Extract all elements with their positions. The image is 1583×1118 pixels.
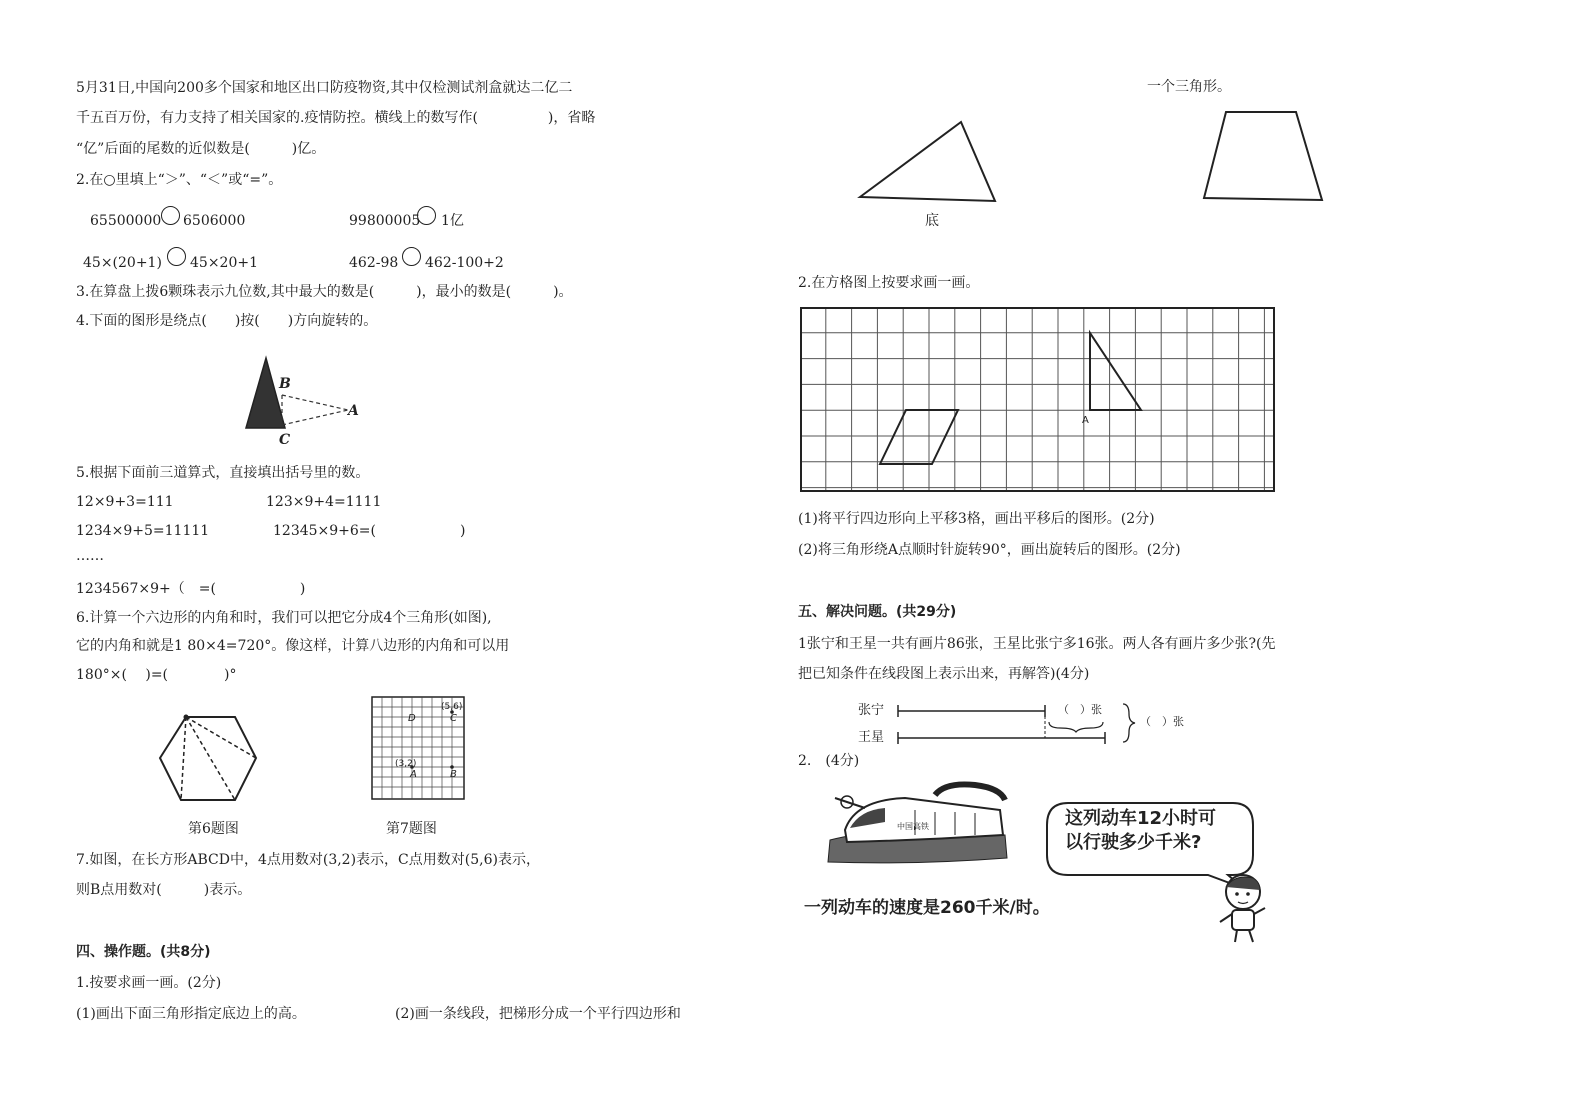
compare-circle[interactable]	[417, 206, 436, 225]
section-5-title: 五、解决问题。(共29分)	[798, 604, 957, 620]
compare-circle[interactable]	[402, 247, 421, 266]
op2-item-1: (1)将平行四边形向上平移3格，画出平移后的图形。(2分)	[798, 511, 1155, 527]
fig6-caption: 第6题图	[188, 821, 239, 837]
q7-line-2: 则B点用数对( )表示。	[76, 882, 252, 898]
s4-q1b: (2)画一条线段，把梯形分成一个平行四边形和	[395, 1006, 681, 1022]
point-label-b: B	[279, 376, 291, 392]
q6-line-3: 180°×( )=( )°	[76, 667, 237, 683]
segment-diagram	[895, 698, 1145, 748]
q1-line-3: “亿”后面的尾数的近似数是( )亿。	[76, 141, 326, 157]
s5-q1-line-2: 把已知条件在线段图上表示出来，再解答)(4分)	[798, 666, 1090, 682]
q2-c-left: 45×(20+1)	[83, 255, 162, 271]
q2-d-left: 462-98	[349, 255, 399, 271]
fig7-caption: 第7题图	[386, 821, 437, 837]
fig7-label-b: B	[450, 769, 457, 780]
segment-name-2: 王星	[858, 730, 885, 745]
q2-a-left: 65500000	[90, 213, 162, 229]
hexagon-figure	[155, 712, 260, 804]
fig7-label-a: A	[410, 769, 417, 780]
fig7-label-c: C	[450, 713, 457, 724]
train-sign: 中国高铁	[897, 822, 929, 831]
section-4-title: 四、操作题。(共8分)	[76, 944, 211, 960]
q6-line-1: 6.计算一个六边形的内角和时，我们可以把它分成4个三角形(如图),	[76, 610, 492, 626]
q1-line-2: 千五百万份，有力支持了相关国家的.疫情防控。横线上的数写作( )，省略	[76, 110, 596, 126]
trapezoid-figure	[1200, 108, 1325, 203]
q1-line-1: 5月31日,中国向200多个国家和地区出口防疫物资,其中仅检测试剂盒就达二亿二	[76, 80, 573, 96]
q2-title: 2.在○里填上“＞”、“＜”或“=”。	[76, 172, 283, 188]
grid-triangle	[1090, 333, 1141, 410]
q7-line-1: 7.如图，在长方形ABCD中，4点用数对(3,2)表示，C点用数对(5,6)表示，	[76, 852, 540, 868]
q5-row1-b: 123×9+4=1111	[266, 494, 382, 510]
base-label: 底	[925, 213, 939, 229]
q5-row1-a: 12×9+3=111	[76, 494, 174, 510]
q2-d-right: 462-100+2	[425, 255, 504, 271]
q2-b-right: 1亿	[441, 213, 464, 229]
q2-c-right: 45×20+1	[190, 255, 258, 271]
triangle-figure	[855, 118, 1000, 203]
q5-row3: 1234567×9+（ =( )	[76, 581, 306, 597]
segment-name-1: 张宁	[858, 703, 885, 718]
s5-q2: 2. (4分)	[798, 753, 860, 769]
child-figure	[1215, 872, 1275, 947]
q5-ellipsis: ……	[76, 548, 104, 564]
q5-title: 5.根据下面前三道算式，直接填出括号里的数。	[76, 465, 370, 481]
s5-q1-line-1: 1张宁和王星一共有画片86张，王星比张宁多16张。两人各有画片多少张?(先	[798, 636, 1276, 652]
fig7-label-d: D	[408, 713, 416, 724]
q6-line-2: 它的内角和就是1 80×4=720°。像这样，计算八边形的内角和可以用	[76, 638, 510, 654]
bubble-line-1: 这列动车12小时可	[1065, 808, 1217, 829]
fig7-label-56: (5,6)	[441, 702, 463, 712]
q5-row2-a: 1234×9+5=11111	[76, 523, 210, 539]
op2-title: 2.在方格图上按要求画一画。	[798, 275, 980, 291]
q2-a-right: 6506000	[183, 213, 246, 229]
op2-item-2: (2)将三角形绕A点顺时针旋转90°，画出旋转后的图形。(2分)	[798, 542, 1181, 558]
compare-circle[interactable]	[161, 206, 180, 225]
segment-paren-2: （ ）张	[1140, 715, 1184, 728]
grid-point-a-label: A	[1082, 415, 1089, 426]
train-speed-text: 一列动车的速度是260千米/时。	[804, 898, 1050, 918]
parallelogram	[880, 410, 958, 464]
q3-text: 3.在算盘上拨6颗珠表示九位数,其中最大的数是( )，最小的数是( )。	[76, 284, 573, 300]
q5-row2-b: 12345×9+6=( )	[273, 523, 466, 539]
segment-paren-1: （ ）张	[1058, 703, 1102, 716]
s4-q1: 1.按要求画一画。(2分)	[76, 975, 222, 991]
point-label-c: C	[279, 432, 291, 448]
compare-circle[interactable]	[167, 247, 186, 266]
fig7-label-32: (3,2)	[395, 759, 417, 769]
point-label-a: A	[348, 403, 359, 419]
bubble-line-2: 以行驶多少千米?	[1065, 832, 1202, 853]
s4-q1a: (1)画出下面三角形指定底边上的高。	[76, 1006, 306, 1022]
square-grid	[800, 307, 1275, 492]
q2-b-left: 99800005	[349, 213, 421, 229]
top-continuation: 一个三角形。	[1147, 79, 1231, 95]
q4-text: 4.下面的图形是绕点( )按( )方向旋转的。	[76, 313, 378, 329]
